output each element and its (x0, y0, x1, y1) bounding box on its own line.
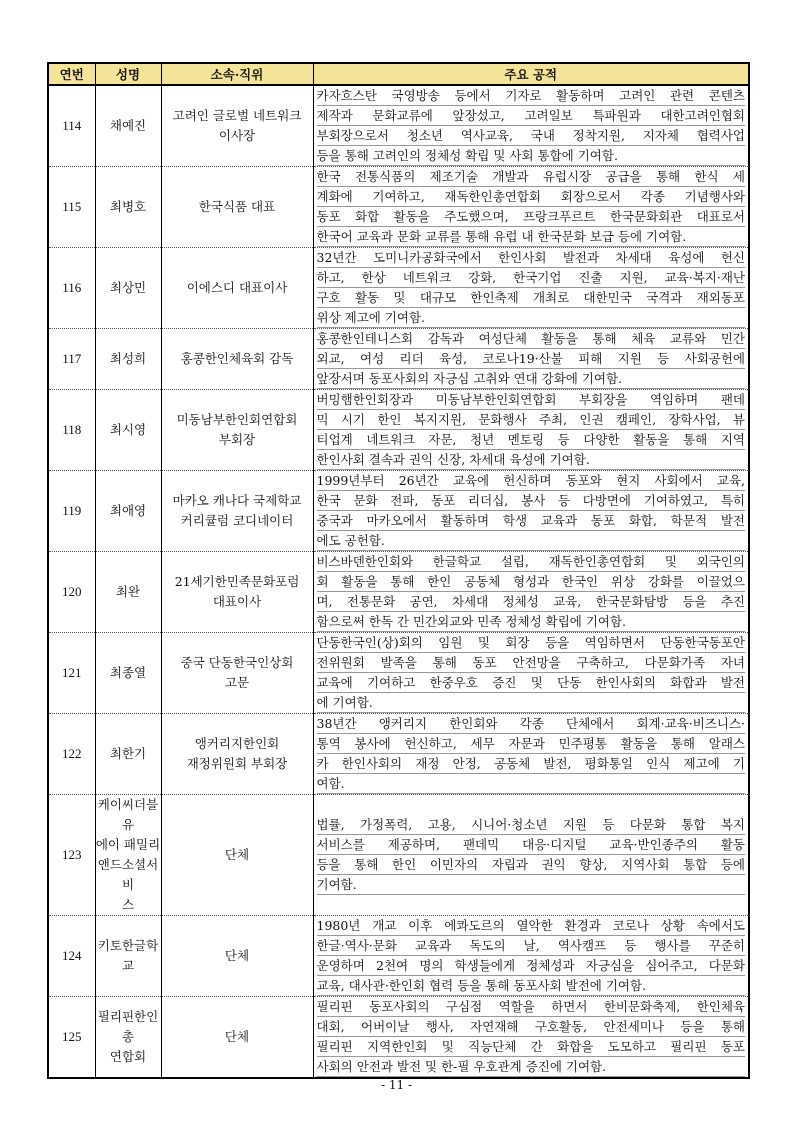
desc-line: 등을 통해 한인 이민자의 자립과 권익 향상, 지역사회 통합 등에 (317, 855, 746, 875)
cell-org (161, 167, 313, 248)
desc-line: 구호 활동 및 대규모 한인축제 개최로 대한민국 국격과 재외동포 (317, 288, 746, 308)
cell-name (95, 85, 161, 167)
desc-line: 카자흐스탄 국영방송 등에서 기자로 활동하며 고려인 관련 콘텐츠 (317, 86, 746, 106)
desc-line: 기여함. (317, 875, 746, 895)
cell-name (95, 633, 161, 714)
desc-line: 한국 문화 전파, 동포 리더십, 봉사 등 다방면에 기여하였고, 특히 (317, 491, 746, 511)
cell-desc (313, 248, 749, 329)
desc-line: 여함. (317, 774, 746, 794)
cell-org-line: 대표이사 (212, 594, 262, 609)
cell-name (95, 167, 161, 248)
cell-desc (313, 997, 749, 1079)
cell-org-line: 21세기한민족문화포럼 (174, 574, 300, 589)
cell-name-line: 최한기 (109, 746, 147, 761)
cell-org-line: 단체 (224, 948, 250, 963)
desc-line: 1980년 개교 이후 에콰도르의 열악한 환경과 코로나 상황 속에서도 (317, 916, 746, 936)
cell-org-line: 단체 (224, 1029, 250, 1044)
desc-line: 함으로써 한독 간 민간외교와 민족 정체성 확립에 기여함. (317, 612, 746, 632)
cell-name-line: 최병호 (109, 199, 147, 214)
table-row (48, 248, 749, 329)
desc-line: 교육에 기여하고 한중우호 증진 및 단동 한인사회의 화합과 발전 (317, 673, 746, 693)
page-number: - 11 - (380, 1078, 412, 1092)
desc-line: 교육, 대사관·한인회 협력 등을 통해 동포사회 발전에 기여함. (317, 976, 746, 996)
table-row (48, 714, 749, 795)
cell-org-line: 앵커리지한인회 (194, 736, 280, 751)
table-row (48, 85, 749, 167)
desc-line: 동포 화합 활동을 주도했으며, 프랑크푸르트 한국문화회관 대표로서 (317, 207, 746, 227)
cell-name-line: 에이 패밀리 (95, 837, 161, 852)
desc-line: 통역 봉사에 헌신하고, 세무 자문과 민주평통 활동을 통해 알래스 (317, 734, 746, 754)
desc-line: 1999년부터 26년간 교육에 헌신하며 동포와 현지 사회에서 교육, (317, 471, 746, 491)
table-row (48, 552, 749, 633)
cell-name-line: 최시영 (109, 422, 147, 437)
table-row (48, 471, 749, 552)
desc-line: 버밍햄한인회장과 미동남부한인회연합회 부회장을 역임하며 팬데 (317, 390, 746, 410)
desc-line: 전위원회 발족을 통해 동포 안전망을 구축하고, 다문화가족 자녀 (317, 653, 746, 673)
cell-desc (313, 167, 749, 248)
cell-name-line: 연합회 (109, 1049, 147, 1064)
cell-desc (313, 795, 749, 916)
cell-org-line: 고문 (224, 675, 250, 690)
header-org: 소속·직위 (161, 63, 313, 85)
desc-line: 한국 전통식품의 제조기술 개발과 유럽시장 공급을 통해 한식 세 (317, 167, 746, 187)
cell-org (161, 997, 313, 1079)
desc-line: 법률, 가정폭력, 고용, 시니어·청소년 지원 등 다문화 통합 복지 (317, 815, 746, 835)
desc-line: 에도 공헌함. (317, 531, 746, 551)
cell-name (95, 471, 161, 552)
cell-org-line: 이에스디 대표이사 (186, 280, 288, 295)
desc-line: 며, 전통문화 공연, 차세대 정체성 교육, 한국문화탐방 등을 추진 (317, 592, 746, 612)
desc-line: 운영하며 2천여 명의 학생들에게 정체성과 자긍심을 심어주고, 다문화 (317, 956, 746, 976)
table-row (48, 167, 749, 248)
cell-name (95, 248, 161, 329)
desc-line: 믹 시기 한인 복지지원, 문화행사 주최, 인권 캠페인, 장학사업, 뷰 (317, 410, 746, 430)
cell-no: 122 (48, 714, 95, 795)
cell-no: 124 (48, 916, 95, 997)
cell-no: 116 (48, 248, 95, 329)
desc-line: 사회의 안전과 발전 및 한-필 우호관계 증진에 기여함. (317, 1057, 746, 1077)
cell-name-line: 앤드소셜서비 (97, 857, 159, 892)
cell-name-line: 최애영 (109, 503, 147, 518)
cell-desc (313, 390, 749, 471)
table-row (48, 795, 749, 916)
desc-line: 에 기여함. (317, 693, 746, 713)
desc-line: 단동한국인(상)회의 임원 및 회장 등을 역임하면서 단동한국동포안 (317, 633, 746, 653)
header-desc: 주요 공적 (313, 63, 749, 85)
cell-desc (313, 471, 749, 552)
desc-line: 등을 통해 고려인의 정체성 확립 및 사회 통합에 기여함. (317, 146, 746, 166)
desc-line: 필리핀 지역한인회 및 직능단체 간 화합을 도모하고 필리핀 동포 (317, 1037, 746, 1057)
cell-org (161, 390, 313, 471)
cell-no: 117 (48, 329, 95, 390)
cell-name-line: 케이씨더블유 (97, 797, 159, 832)
cell-no: 118 (48, 390, 95, 471)
desc-line: 외교, 여성 리더 육성, 코로나19·산불 피해 지원 등 사회공헌에 (317, 349, 746, 369)
desc-line: 한글·역사·문화 교육과 독도의 날, 역사캠프 등 행사를 꾸준히 (317, 936, 746, 956)
desc-line: 32년간 도미니카공화국에서 한인사회 발전과 차세대 육성에 헌신 (317, 248, 746, 268)
header-no: 연번 (48, 63, 95, 85)
cell-name-line: 최성희 (109, 351, 147, 366)
table-row (48, 329, 749, 390)
cell-org-line: 고려인 글로벌 네트워크 (172, 108, 302, 123)
cell-org-line: 한국식품 대표 (198, 199, 276, 214)
desc-line: 대회, 어버이날 행사, 자연재해 구호활동, 안전세미나 등을 통해 (317, 1017, 746, 1037)
cell-org-line: 마카오 캐나다 국제학교 (172, 493, 302, 508)
desc-line: 티업계 네트워크 자문, 청년 멘토링 등 다양한 활동을 통해 지역 (317, 430, 746, 450)
cell-org-line: 커리큘럼 코디네이터 (180, 513, 294, 528)
desc-line: 카 한인사회의 재정 안정, 공동체 발전, 평화통일 인식 제고에 기 (317, 754, 746, 774)
cell-desc (313, 329, 749, 390)
cell-org (161, 329, 313, 390)
cell-desc (313, 633, 749, 714)
cell-name-line: 최종열 (109, 665, 147, 680)
cell-org-line: 홍콩한인체육회 감독 (180, 351, 294, 366)
cell-org-line: 이사장 (218, 128, 256, 143)
desc-line: 홍콩한인테니스회 감독과 여성단체 활동을 통해 체육 교류와 민간 (317, 329, 746, 349)
desc-line: 필리핀 동포사회의 구심점 역할을 하면서 한비문화축제, 한인체육 (317, 997, 746, 1017)
desc-line: 38년간 앵커리지 한인회와 각종 단체에서 회계·교육·비즈니스· (317, 714, 746, 734)
desc-line: 한인사회 결속과 권익 신장, 차세대 육성에 기여함. (317, 450, 746, 470)
table-header (48, 63, 749, 85)
table-row (48, 997, 749, 1079)
cell-org-line: 부회장 (218, 432, 256, 447)
cell-name (95, 916, 161, 997)
desc-line: 서비스를 제공하며, 팬데믹 대응·디지털 교육·반인종주의 활동 (317, 835, 746, 855)
cell-no: 125 (48, 997, 95, 1079)
desc-line: 계화에 기여하고, 재독한인총연합회 회장으로서 각종 기념행사와 (317, 187, 746, 207)
desc-line: 한국어 교육과 문화 교류를 통해 유럽 내 한국문화 보급 등에 기여함. (317, 227, 746, 247)
cell-org (161, 248, 313, 329)
table-row (48, 390, 749, 471)
cell-desc (313, 552, 749, 633)
header-name: 성명 (95, 63, 161, 85)
cell-name-line: 키토한글학교 (97, 938, 159, 973)
desc-line: 하고, 한상 네트워크 강화, 한국기업 진출 지원, 교육·복지·재난 (317, 268, 746, 288)
cell-desc (313, 916, 749, 997)
awardee-table (47, 62, 750, 1079)
cell-desc (313, 85, 749, 167)
cell-name-line: 필리핀한인총 (97, 1009, 159, 1044)
cell-org-line: 재정위원회 부회장 (186, 756, 288, 771)
desc-line: 앞장서며 동포사회의 자긍심 고취와 연대 강화에 기여함. (317, 369, 746, 389)
cell-name (95, 329, 161, 390)
cell-name-line: 채예진 (109, 118, 147, 133)
cell-org-line: 단체 (224, 847, 250, 862)
cell-name (95, 795, 161, 916)
desc-line: 위상 제고에 기여함. (317, 308, 746, 328)
cell-no: 119 (48, 471, 95, 552)
cell-org (161, 471, 313, 552)
cell-name (95, 390, 161, 471)
cell-org (161, 552, 313, 633)
cell-name-line: 최상민 (109, 280, 147, 295)
cell-org (161, 633, 313, 714)
desc-line: 중국과 마카오에서 활동하며 학생 교육과 동포 화합, 학문적 발전 (317, 511, 746, 531)
cell-name (95, 714, 161, 795)
cell-no: 115 (48, 167, 95, 248)
cell-no: 123 (48, 795, 95, 916)
cell-org-line: 미동남부한인회연합회 (176, 412, 298, 427)
table-row (48, 916, 749, 997)
cell-org (161, 916, 313, 997)
cell-no: 120 (48, 552, 95, 633)
table-row (48, 633, 749, 714)
desc-line: 회 활동을 통해 한인 공동체 형성과 한국인 위상 강화를 이끌었으 (317, 572, 746, 592)
cell-org (161, 85, 313, 167)
cell-no: 114 (48, 85, 95, 167)
cell-no: 121 (48, 633, 95, 714)
cell-name-line: 최완 (115, 584, 141, 599)
cell-name-line: 스 (121, 897, 135, 912)
cell-name (95, 997, 161, 1079)
cell-name (95, 552, 161, 633)
desc-line: 비스바덴한인회와 한글학교 설립, 재독한인총연합회 및 외국인의 (317, 552, 746, 572)
desc-line: 부회장으로서 청소년 역사교육, 국내 정착지원, 지자체 협력사업 (317, 126, 746, 146)
cell-desc (313, 714, 749, 795)
cell-org (161, 714, 313, 795)
cell-org-line: 중국 단동한국인상회 (180, 655, 294, 670)
desc-line: 제작과 문화교류에 앞장섰고, 고려일보 특파원과 대한고려인협회 (317, 106, 746, 126)
cell-org (161, 795, 313, 916)
